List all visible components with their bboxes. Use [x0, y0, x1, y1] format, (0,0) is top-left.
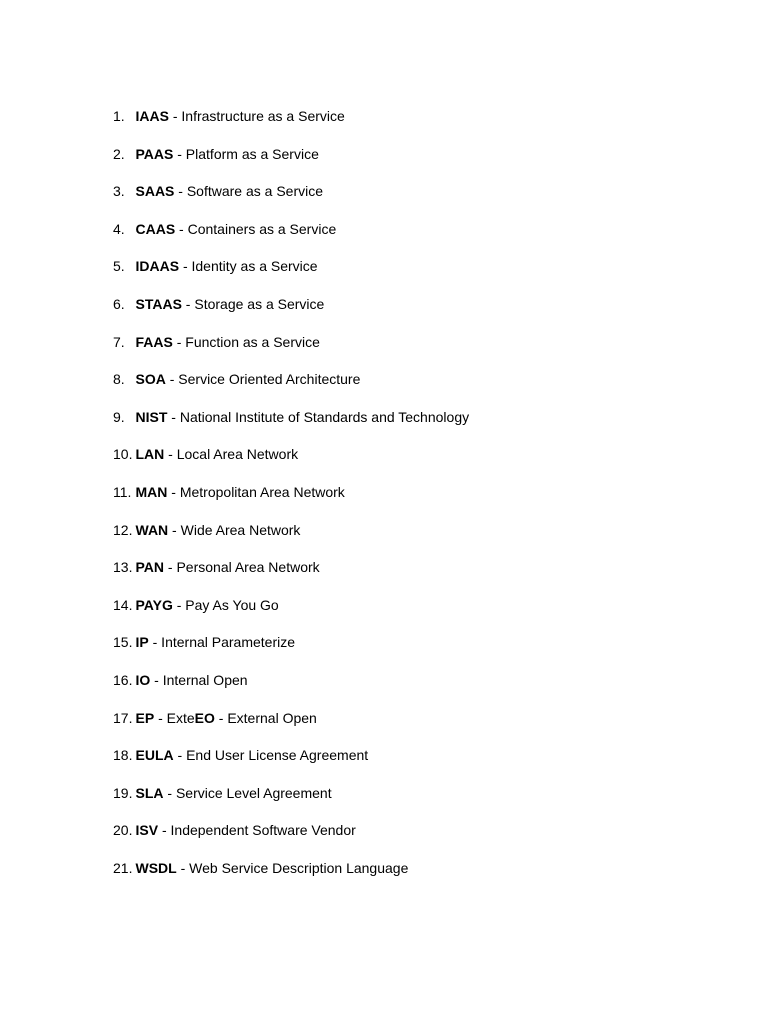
- acronym-definition: - Wide Area Network: [168, 521, 301, 538]
- acronym-definition: - Personal Area Network: [164, 559, 320, 576]
- list-item-number: 1.: [113, 108, 125, 124]
- acronym-term: CAAS: [135, 220, 176, 237]
- acronym-term: SLA: [135, 784, 164, 801]
- list-item-number: 20.: [113, 822, 133, 839]
- acronym-term: SOA: [135, 371, 166, 388]
- list-item-number: 7.: [113, 333, 125, 350]
- acronym-definition: - Function as a Service: [172, 333, 320, 350]
- list-item: [113, 633, 469, 671]
- list-item: [113, 408, 469, 446]
- acronym-term: LAN: [135, 446, 165, 463]
- list-item: [113, 220, 469, 258]
- list-item-number: 13.: [113, 559, 133, 576]
- list-item: [113, 558, 469, 596]
- list-item: [113, 333, 469, 371]
- list-item-number: 16.: [113, 671, 133, 688]
- list-item: [113, 671, 469, 709]
- list-item: [113, 445, 469, 483]
- list-item: [113, 596, 469, 634]
- acronym-list: [113, 107, 469, 896]
- acronym-definition: - Independent Software Vendor: [158, 822, 356, 839]
- acronym-definition: - Internal Open: [150, 671, 248, 688]
- acronym-term: STAAS: [135, 295, 182, 312]
- list-item: [113, 821, 469, 859]
- acronym-definition: - Infrastructure as a Service: [168, 108, 345, 124]
- acronym-term: PAYG: [135, 596, 173, 613]
- acronym-definition: - Local Area Network: [164, 446, 299, 463]
- list-item-number: 18.: [113, 747, 133, 764]
- acronym-term: IP: [135, 634, 149, 651]
- acronym-definition: - External Open: [214, 709, 317, 726]
- list-item: [113, 746, 469, 784]
- acronym-definition: - Identity as a Service: [179, 258, 318, 275]
- acronym-term: WSDL: [135, 859, 177, 876]
- list-item-number: 19.: [113, 784, 133, 801]
- list-item-number: 4.: [113, 220, 125, 237]
- acronym-term: ISV: [135, 822, 159, 839]
- list-item: [113, 709, 469, 747]
- list-item: [113, 521, 469, 559]
- acronym-term: EULA: [135, 747, 174, 764]
- acronym-term: PAAS: [135, 145, 174, 162]
- list-item: [113, 784, 469, 822]
- acronym-term: SAAS: [135, 183, 175, 200]
- list-item-number: 15.: [113, 634, 133, 651]
- list-item-number: 14.: [113, 596, 133, 613]
- list-item-number: 21.: [113, 859, 133, 876]
- list-item-number: 6.: [113, 295, 125, 312]
- list-item-number: 11.: [113, 483, 132, 500]
- list-item-number: 9.: [113, 408, 125, 425]
- acronym-definition: - Platform as a Service: [173, 145, 319, 162]
- acronym-term: IAAS: [135, 108, 169, 124]
- list-item-number: 2.: [113, 145, 125, 162]
- list-item: [113, 295, 469, 333]
- acronym-term: EO: [194, 709, 215, 726]
- acronym-definition: - Software as a Service: [174, 183, 324, 200]
- acronym-term: IO: [135, 671, 151, 688]
- acronym-definition: - Metropolitan Area Network: [167, 483, 345, 500]
- list-item-number: 8.: [113, 371, 125, 388]
- acronym-term: EP: [135, 709, 155, 726]
- list-item: [113, 257, 469, 295]
- list-item: [113, 859, 469, 897]
- list-item: [113, 145, 469, 183]
- acronym-definition: - Pay As You Go: [172, 596, 279, 613]
- acronym-term: IDAAS: [135, 258, 180, 275]
- acronym-definition: - Storage as a Service: [181, 295, 325, 312]
- acronym-term: FAAS: [135, 333, 173, 350]
- acronym-definition: - Internal Parameterize: [148, 634, 296, 651]
- acronym-definition: - National Institute of Standards and Technology: [167, 408, 470, 425]
- acronym-definition: - Service Oriented Architecture: [165, 371, 361, 388]
- acronym-definition: - End User License Agreement: [173, 747, 369, 764]
- list-item: [113, 370, 469, 408]
- acronym-term: PAN: [135, 559, 165, 576]
- list-item-number: 5.: [113, 258, 125, 275]
- list-item: [113, 107, 469, 145]
- acronym-term: MAN: [135, 483, 168, 500]
- list-item-number: 3.: [113, 183, 125, 200]
- list-item: [113, 182, 469, 220]
- list-item-number: 10.: [113, 446, 133, 463]
- acronym-definition: - Service Level Agreement: [163, 784, 332, 801]
- list-item-number: 17.: [113, 709, 133, 726]
- acronym-term: WAN: [135, 521, 169, 538]
- acronym-term: NIST: [135, 408, 168, 425]
- acronym-definition: - Exte: [154, 709, 195, 726]
- list-item: [113, 483, 469, 521]
- list-item-number: 12.: [113, 521, 133, 538]
- acronym-definition: - Web Service Description Language: [176, 859, 409, 876]
- acronym-definition: - Containers as a Service: [175, 220, 337, 237]
